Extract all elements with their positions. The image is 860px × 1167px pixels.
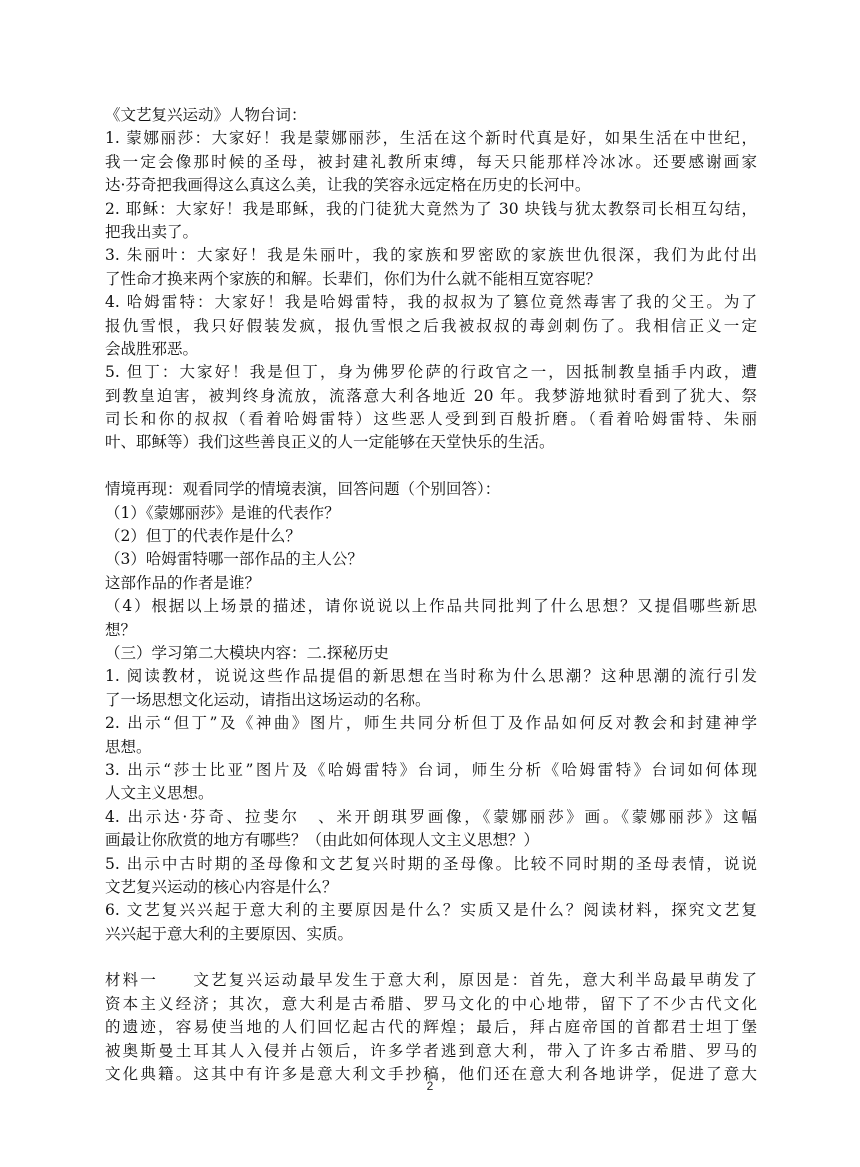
module-line: 思想。 <box>105 737 152 756</box>
dialogue-line: 司长和你的叔叔（看着哈姆雷特）这些恶人受到到百般折磨。（看着哈姆雷特、朱丽 <box>105 410 757 429</box>
material-line: 材料一 文艺复兴运动最早发生于意大利，原因是：首先，意大利半岛最早萌发了 <box>105 971 757 990</box>
scenario-question: 这部作品的作者是谁？ <box>105 573 261 592</box>
dialogue-line: 3. 朱丽叶：大家好！我是朱丽叶，我的家族和罗密欧的家族世仇很深，我们为此付出 <box>105 246 757 265</box>
scenario-question: （3）哈姆雷特哪一部作品的主人公？ <box>105 550 363 569</box>
dialogue-line: 5. 但丁：大家好！我是但丁，身为佛罗伦萨的行政官之一，因抵制教皇插手内政，遭 <box>105 363 757 382</box>
module-line: 3. 出示“莎士比亚”图片及《哈姆雷特》台词，师生分析《哈姆雷特》台词如何体现 <box>105 760 757 779</box>
module-line: 了一场思想文化运动，请指出这场运动的名称。 <box>105 690 431 709</box>
scenario-heading: 情境再现：观看同学的情境表演，回答问题（个别回答）： <box>105 480 501 499</box>
module-line: 1. 阅读教材，说说这些作品提倡的新思想在当时称为什么思潮？这种思潮的流行引发 <box>105 667 757 686</box>
dialogue-line: 2. 耶稣：大家好！我是耶稣，我的门徒犹大竟然为了 30 块钱与犹太教祭司长相互勾结， <box>105 199 757 218</box>
scenario-question: （1）《蒙娜丽莎》是谁的代表作？ <box>105 503 340 522</box>
module-line: 5. 出示中古时期的圣母像和文艺复兴时期的圣母像。比较不同时期的圣母表情，说说 <box>105 854 757 873</box>
module-line: 6. 文艺复兴兴起于意大利的主要原因是什么？实质又是什么？阅读材料，探究文艺复 <box>105 901 757 920</box>
material-line: 的遗迹，容易使当地的人们回忆起古代的辉煌；最后，拜占庭帝国的首都君士坦丁堡 <box>105 1018 757 1037</box>
scenario-question: （4）根据以上场景的描述，请你说说以上作品共同批判了什么思想？又提倡哪些新思 <box>105 597 757 616</box>
document-body <box>105 104 757 1086</box>
dialogue-line: 会战胜邪恶。 <box>105 339 199 358</box>
page-number: 2 <box>426 1079 434 1093</box>
dialogue-line: 达·芬奇把我画得这么真这么美，让我的笑容永远定格在历史的长河中。 <box>105 176 591 195</box>
dialogue-line: 我一定会像那时候的圣母，被封建礼教所束缚，每天只能那样冷冰冰。还要感谢画家 <box>105 152 757 171</box>
dialogue-line: 到教皇迫害，被判终身流放，流落意大利各地近 20 年。我梦游地狱时看到了犹大、祭 <box>105 386 757 405</box>
material-line: 被奥斯曼土耳其人入侵并占领后，许多学者逃到意大利，带入了许多古希腊、罗马的 <box>105 1041 757 1060</box>
dialogue-line: 4. 哈姆雷特：大家好！我是哈姆雷特，我的叔叔为了篡位竟然毒害了我的父王。为了 <box>105 293 757 312</box>
module-heading: （三）学习第二大模块内容：二.探秘历史 <box>105 643 389 662</box>
paragraph-gap <box>105 946 757 969</box>
module-line: 文艺复兴运动的核心内容是什么？ <box>105 877 338 896</box>
material-line: 文化典籍。这其中有许多是意大利文手抄稿，他们还在意大利各地讲学，促进了意大 <box>105 1065 757 1084</box>
dialogue-line: 叶、耶稣等）我们这些善良正义的人一定能够在天堂快乐的生活。 <box>105 433 555 452</box>
dialogue-line: 把我出卖了。 <box>105 222 199 241</box>
module-line: 人文主义思想。 <box>105 784 214 803</box>
module-line: 兴兴起于意大利的主要原因、实质。 <box>105 924 354 943</box>
scenario-question: 想？ <box>105 620 137 639</box>
dialogue-line: 了性命才换来两个家族的和解。长辈们，你们为什么就不能相互宽容呢？ <box>105 269 602 288</box>
module-line: 画最让你欣赏的地方有哪些？（由此如何体现人文主义思想？） <box>105 831 540 850</box>
dialogue-line: 报仇雪恨，我只好假装发疯，报仇雪恨之后我被叔叔的毒剑刺伤了。我相信正义一定 <box>105 316 757 335</box>
dialogue-heading: 《文艺复兴运动》人物台词： <box>105 106 307 124</box>
module-line: 2. 出示“但丁”及《神曲》图片，师生共同分析但丁及作品如何反对教会和封建神学 <box>105 714 757 733</box>
dialogue-line: 1. 蒙娜丽莎：大家好！我是蒙娜丽莎，生活在这个新时代真是好，如果生活在中世纪， <box>105 129 757 148</box>
paragraph-gap <box>105 455 757 478</box>
material-line: 资本主义经济；其次，意大利是古希腊、罗马文化的中心地带，留下了不少古代文化 <box>105 994 757 1013</box>
scenario-question: （2）但丁的代表作是什么？ <box>105 527 301 546</box>
module-line: 4. 出示达·芬奇、拉斐尔 、米开朗琪罗画像，《蒙娜丽莎》画。《蒙娜丽莎》这幅 <box>105 807 757 826</box>
